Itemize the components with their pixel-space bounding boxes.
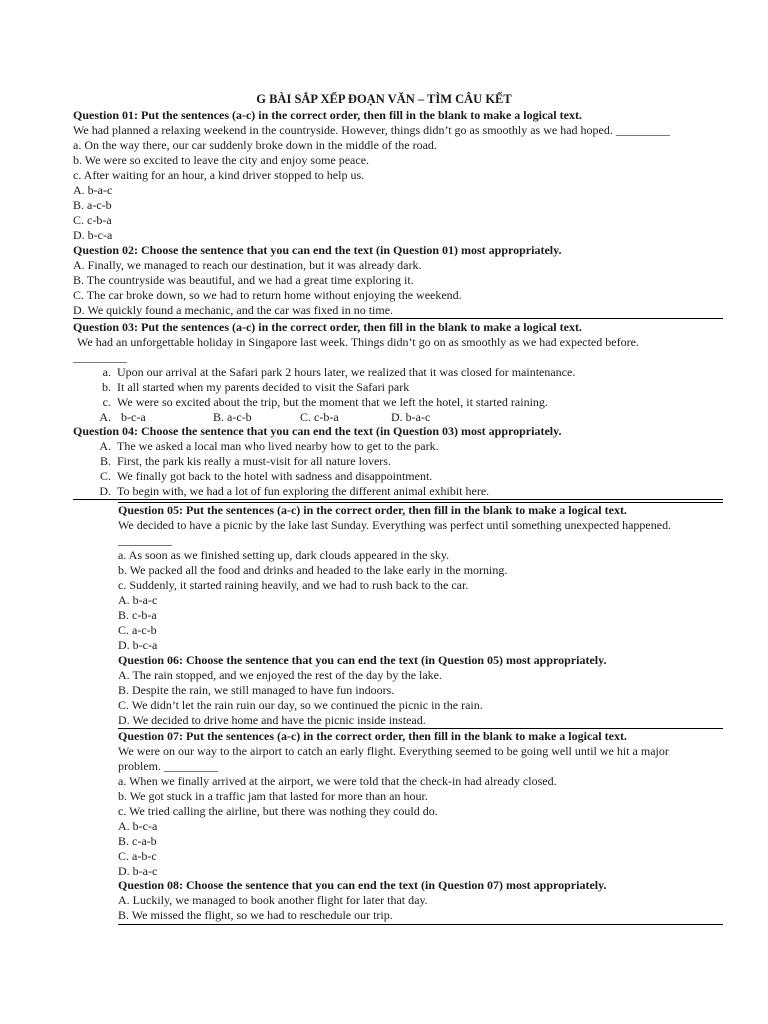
item-letter: A. (99, 439, 111, 453)
item-text: We were so excited about the trip, but the moment that we left the hotel, it started raining. (117, 395, 548, 409)
question-07 (118, 729, 669, 879)
question-03-prompt: Question 03: Put the sentences (a-c) in the correct order, then fill in the blank to make a logical text. (73, 320, 582, 334)
question-01-option-b: B. a-c-b (73, 198, 112, 212)
question-04-option-d (73, 484, 561, 499)
question-06-option-c: C. We didn’t let the rain ruin our day, so we continued the picnic in the rain. (118, 698, 483, 712)
item-text: First, the park kis really a must-visit for all nature lovers. (117, 454, 391, 468)
question-01 (73, 108, 670, 243)
question-05-option-a: A. b-a-c (118, 593, 158, 607)
question-02-option-b: B. The countryside was beautiful, and we had a great time exploring it. (73, 273, 414, 287)
question-05-sentence-b: b. We packed all the food and drinks and headed to the lake early in the morning. (118, 563, 508, 577)
question-02-option-a: A. Finally, we managed to reach our destination, but it was already dark. (73, 258, 422, 272)
item-text: Upon our arrival at the Safari park 2 hours later, we realized that it was closed for maintenance. (117, 365, 576, 379)
question-05-option-b: B. c-b-a (118, 608, 157, 622)
item-text: The we asked a local man who lived nearby how to get to the park. (117, 439, 439, 453)
question-04 (73, 424, 561, 499)
item-letter: A. (99, 410, 111, 424)
question-07-prompt: Question 07: Put the sentences (a-c) in the correct order, then fill in the blank to make a logical text. (118, 729, 627, 743)
question-01-sentence-b: b. We were so excited to leave the city and enjoy some peace. (73, 153, 370, 167)
question-03-option-b: B. a-c-b (213, 410, 252, 424)
question-01-sentence-c: c. After waiting for an hour, a kind driver stopped to help us. (73, 168, 365, 182)
question-05-blank: _________ (118, 533, 172, 547)
question-03 (73, 320, 639, 425)
question-04-option-c (73, 469, 561, 484)
question-05 (118, 503, 671, 653)
question-06-option-a: A. The rain stopped, and we enjoyed the rest of the day by the lake. (118, 668, 443, 682)
question-04-option-b (73, 454, 561, 469)
page-title: G BÀI SẮP XẾP ĐOẠN VĂN – TÌM CÂU KẾT (256, 92, 512, 106)
question-01-sentence-a: a. On the way there, our car suddenly broke down in the middle of the road. (73, 138, 437, 152)
question-01-option-c: C. c-b-a (73, 213, 112, 227)
question-01-option-d: D. b-c-a (73, 228, 113, 242)
question-02-prompt: Question 02: Choose the sentence that you can end the text (in Question 01) most appropriately. (73, 243, 562, 257)
question-06-option-b: B. Despite the rain, we still managed to have fun indoors. (118, 683, 395, 697)
item-text: It all started when my parents decided to visit the Safari park (117, 380, 410, 394)
question-03-intro: We had an unforgettable holiday in Singapore last week. Things didn’t go on as smoothly as we had expected before. (77, 335, 639, 349)
question-07-option-b: B. c-a-b (118, 834, 157, 848)
question-01-intro: We had planned a relaxing weekend in the countryside. However, things didn’t go as smoothly as we had hoped. _________ (73, 123, 670, 137)
question-08-option-b: B. We missed the flight, so we had to reschedule our trip. (118, 908, 393, 922)
question-07-sentence-b: b. We got stuck in a traffic jam that lasted for more than an hour. (118, 789, 428, 803)
question-05-option-c: C. a-c-b (118, 623, 157, 637)
question-04-option-a (73, 439, 561, 454)
question-07-sentence-a: a. When we finally arrived at the airport, we were told that the check-in had already closed. (118, 774, 557, 788)
divider (73, 318, 723, 319)
divider (73, 499, 723, 500)
question-07-option-c: C. a-b-c (118, 849, 157, 863)
question-03-sentence-b (73, 380, 639, 395)
question-05-sentence-c: c. Suddenly, it started raining heavily, and we had to rush back to the car. (118, 578, 469, 592)
item-text: To begin with, we had a lot of fun exploring the different animal exhibit here. (117, 484, 490, 498)
item-letter: a. (102, 365, 111, 379)
question-03-sentence-a (73, 365, 639, 380)
question-05-sentence-a: a. As soon as we finished setting up, dark clouds appeared in the sky. (118, 548, 450, 562)
item-text: We finally got back to the hotel with sadness and disappointment. (117, 469, 433, 483)
question-06 (118, 653, 606, 728)
question-03-blank: _________ (73, 350, 127, 364)
question-03-option-d: D. b-a-c (391, 410, 431, 424)
question-02-option-d: D. We quickly found a mechanic, and the car was fixed in no time. (73, 303, 394, 317)
question-08 (118, 878, 606, 923)
question-06-option-d: D. We decided to drive home and have the picnic inside instead. (118, 713, 426, 727)
item-letter: D. (99, 484, 111, 498)
item-letter: b. (102, 380, 111, 394)
item-letter: C. (99, 469, 111, 483)
question-07-sentence-c: c. We tried calling the airline, but there was nothing they could do. (118, 804, 438, 818)
item-letter: c. (102, 395, 111, 409)
question-03-options (73, 410, 639, 425)
question-03-option-c: C. c-b-a (300, 410, 339, 424)
question-01-prompt: Question 01: Put the sentences (a-c) in the correct order, then fill in the blank to make a logical text. (73, 108, 582, 122)
question-01-option-a: A. b-a-c (73, 183, 113, 197)
divider (118, 924, 723, 925)
question-08-option-a: A. Luckily, we managed to book another flight for later that day. (118, 893, 428, 907)
item-letter: B. (99, 454, 111, 468)
question-03-sentence-c (73, 395, 639, 410)
question-06-prompt: Question 06: Choose the sentence that you can end the text (in Question 05) most appropriately. (118, 653, 607, 667)
question-05-option-d: D. b-c-a (118, 638, 158, 652)
question-05-prompt: Question 05: Put the sentences (a-c) in the correct order, then fill in the blank to make a logical text. (118, 503, 627, 517)
question-03-option-a: b-c-a (121, 410, 146, 424)
question-07-intro-line-2: problem. _________ (118, 759, 218, 773)
question-08-prompt: Question 08: Choose the sentence that you can end the text (in Question 07) most appropriately. (118, 878, 607, 892)
question-02 (73, 243, 561, 318)
question-07-option-d: D. b-a-c (118, 864, 158, 878)
question-02-option-c: C. The car broke down, so we had to return home without enjoying the weekend. (73, 288, 462, 302)
question-07-intro-line-1: We were on our way to the airport to catch an early flight. Everything seemed to be going well until we hit a major (118, 744, 669, 758)
question-07-option-a: A. b-c-a (118, 819, 158, 833)
question-05-intro: We decided to have a picnic by the lake last Sunday. Everything was perfect until something unexpected happened. (118, 518, 672, 532)
question-04-prompt: Question 04: Choose the sentence that you can end the text (in Question 03) most appropriately. (73, 424, 562, 438)
